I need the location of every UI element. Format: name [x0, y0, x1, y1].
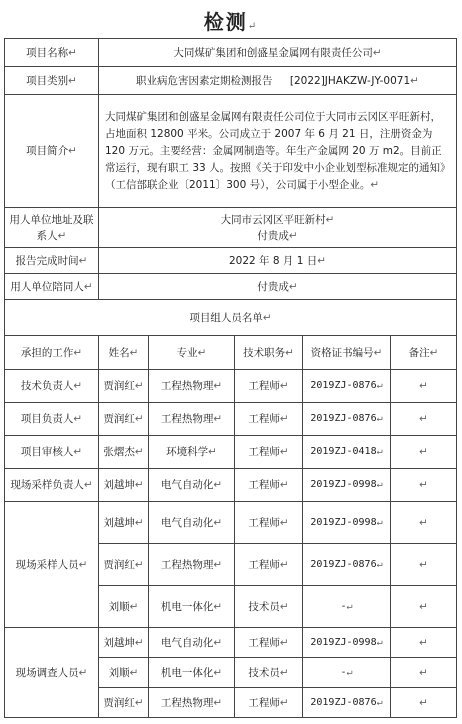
role-cell: 现场采样人员↵ [5, 502, 99, 628]
contact-value: 付贵成↵ [257, 229, 298, 242]
major-cell: 机电一体化↵ [149, 658, 235, 688]
row-project-intro [5, 95, 457, 208]
header-title: 技术职务↵ [235, 336, 303, 370]
major-cell: 电气自动化↵ [149, 628, 235, 658]
cert-cell: 2019ZJ-0418↵ [303, 436, 391, 469]
header-role: 承担的工作↵ [5, 336, 99, 370]
document-title: 检测↵ [203, 10, 259, 34]
report-date-value: 2022 年 8 月 1 日↵ [99, 248, 457, 274]
project-intro-label: 项目简介↵ [5, 95, 99, 208]
cert-cell: 2019ZJ-0876↵ [303, 370, 391, 403]
report-date-label: 报告完成时间↵ [5, 248, 99, 274]
table-row [5, 469, 457, 502]
cert-cell: 2019ZJ-0998↵ [303, 628, 391, 658]
name-cell: 刘顺↵ [99, 658, 149, 688]
title-cell: 工程师↵ [235, 628, 303, 658]
note-cell: ↵ [391, 544, 457, 586]
name-cell: 刘越坤↵ [99, 502, 149, 544]
report-table [4, 38, 457, 718]
cert-cell: -↵ [303, 586, 391, 628]
row-project-name [5, 39, 457, 67]
cert-cell: -↵ [303, 658, 391, 688]
note-cell: ↵ [391, 586, 457, 628]
role-cell: 现场采样负责人↵ [5, 469, 99, 502]
major-cell: 电气自动化↵ [149, 469, 235, 502]
note-cell: ↵ [391, 502, 457, 544]
name-cell: 刘越坤↵ [99, 469, 149, 502]
major-cell: 机电一体化↵ [149, 586, 235, 628]
title-cell: 工程师↵ [235, 502, 303, 544]
name-cell: 刘顺↵ [99, 586, 149, 628]
table-row [5, 403, 457, 436]
title-cell: 技术员↵ [235, 658, 303, 688]
row-staff-title [5, 300, 457, 336]
table-row [5, 436, 457, 469]
staff-list-title: 项目组人员名单↵ [5, 300, 457, 336]
major-cell: 电气自动化↵ [149, 502, 235, 544]
table-row [5, 370, 457, 403]
row-escort [5, 274, 457, 300]
major-cell: 工程热物理↵ [149, 544, 235, 586]
note-cell: ↵ [391, 688, 457, 718]
note-cell: ↵ [391, 403, 457, 436]
header-major: 专业↵ [149, 336, 235, 370]
name-cell: 刘越坤↵ [99, 628, 149, 658]
row-project-type [5, 67, 457, 95]
name-cell: 贾润红↵ [99, 370, 149, 403]
major-cell: 工程热物理↵ [149, 403, 235, 436]
table-row [5, 502, 457, 544]
project-name-label: 项目名称↵ [5, 39, 99, 67]
project-name-value: 大同煤矿集团和创盛星金属网有限责任公司↵ [99, 39, 457, 67]
project-type-value: 职业病危害因素定期检测报告 [2022]JHAKZW-JY-0071↵ [99, 67, 457, 95]
project-type-label: 项目类别↵ [5, 67, 99, 95]
note-cell: ↵ [391, 469, 457, 502]
project-intro-value: 大同煤矿集团和创盛星金属网有限责任公司位于大同市云冈区平旺新村，占地面积 12800 平米。公司成立于 2007 年 6 月 21 日，注册资金为 120 万元。主要经营：金属网制造等。年生产金属网 20 万 m2。目前正常运行，现有职工 33 人。按照《关于印发中小企业划型标准规定的通知》（工信部联企业〔2011〕300 号），公司属于小型企业。↵ [99, 95, 457, 208]
row-report-date [5, 248, 457, 274]
header-note: 备注↵ [391, 336, 457, 370]
major-cell: 环境科学↵ [149, 436, 235, 469]
role-cell: 项目负责人↵ [5, 403, 99, 436]
address-value: 大同市云冈区平旺新村↵ 付贵成↵ [99, 208, 457, 248]
role-cell: 现场调查人员↵ [5, 628, 99, 718]
name-cell: 贾润红↵ [99, 403, 149, 436]
major-cell: 工程热物理↵ [149, 688, 235, 718]
title-cell: 工程师↵ [235, 403, 303, 436]
role-cell: 技术负责人↵ [5, 370, 99, 403]
cert-cell: 2019ZJ-0876↵ [303, 403, 391, 436]
address-label: 用人单位地址及联系人↵ [5, 208, 99, 248]
table-row [5, 628, 457, 658]
title-cell: 工程师↵ [235, 436, 303, 469]
cert-cell: 2019ZJ-0998↵ [303, 469, 391, 502]
note-cell: ↵ [391, 628, 457, 658]
cert-cell: 2019ZJ-0876↵ [303, 688, 391, 718]
title-cell: 工程师↵ [235, 469, 303, 502]
note-cell: ↵ [391, 658, 457, 688]
note-cell: ↵ [391, 370, 457, 403]
report-code: [2022]JHAKZW-JY-0071 [289, 74, 411, 87]
escort-label: 用人单位陪同人↵ [5, 274, 99, 300]
title-cell: 工程师↵ [235, 544, 303, 586]
note-cell: ↵ [391, 436, 457, 469]
title-cell: 工程师↵ [235, 688, 303, 718]
cert-cell: 2019ZJ-0876↵ [303, 544, 391, 586]
staff-header-row [5, 336, 457, 370]
cert-cell: 2019ZJ-0998↵ [303, 502, 391, 544]
header-name: 姓名↵ [99, 336, 149, 370]
name-cell: 贾润红↵ [99, 688, 149, 718]
name-cell: 张熠杰↵ [99, 436, 149, 469]
title-cell: 工程师↵ [235, 370, 303, 403]
row-address-contact [5, 208, 457, 248]
name-cell: 贾润红↵ [99, 544, 149, 586]
escort-value: 付贵成↵ [99, 274, 457, 300]
major-cell: 工程热物理↵ [149, 370, 235, 403]
title-cell: 技术员↵ [235, 586, 303, 628]
header-cert: 资格证书编号↵ [303, 336, 391, 370]
role-cell: 项目审核人↵ [5, 436, 99, 469]
